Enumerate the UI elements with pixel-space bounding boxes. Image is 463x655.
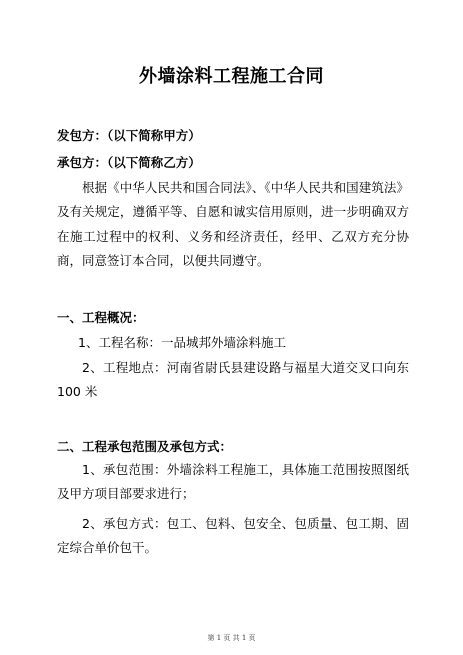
party-b-line: 承包方：（以下简称乙方） (57, 155, 201, 170)
document-title: 外墙涂料工程施工合同 (139, 66, 324, 87)
section2-item2: 2、承包方式：包工、包料、包安全、包质量、包工期、固定综合单价包干。 (57, 516, 409, 556)
party-a-line: 发包方：（以下简称甲方） (57, 128, 201, 143)
section2-item1: 1、承包范围：外墙涂料工程施工，具体施工范围按照图纸及甲方项目部要求进行； (57, 462, 409, 502)
section1-heading: 一、工程概况： (57, 310, 145, 325)
page-footer: 第 1 页 共 1 页 (207, 634, 256, 642)
section2-heading: 二、工程承包范围及承包方式： (57, 439, 233, 454)
section1-item1: 1、工程名称：一品城邦外墙涂料施工 (78, 335, 286, 350)
intro-paragraph: 根据《中华人民共和国合同法》、《中华人民共和国建筑法》及有关规定，遵循平等、自愿和诚实信用原则，进一步明确双方在施工过程中的权利、义务和经济责任，经甲、乙双方充分协商，同意签订本合同，以便共同遵守。 (57, 180, 409, 268)
section1-item2: 2、工程地点：河南省尉氏县建设路与福星大道交叉口向东 100 米 (57, 360, 409, 400)
